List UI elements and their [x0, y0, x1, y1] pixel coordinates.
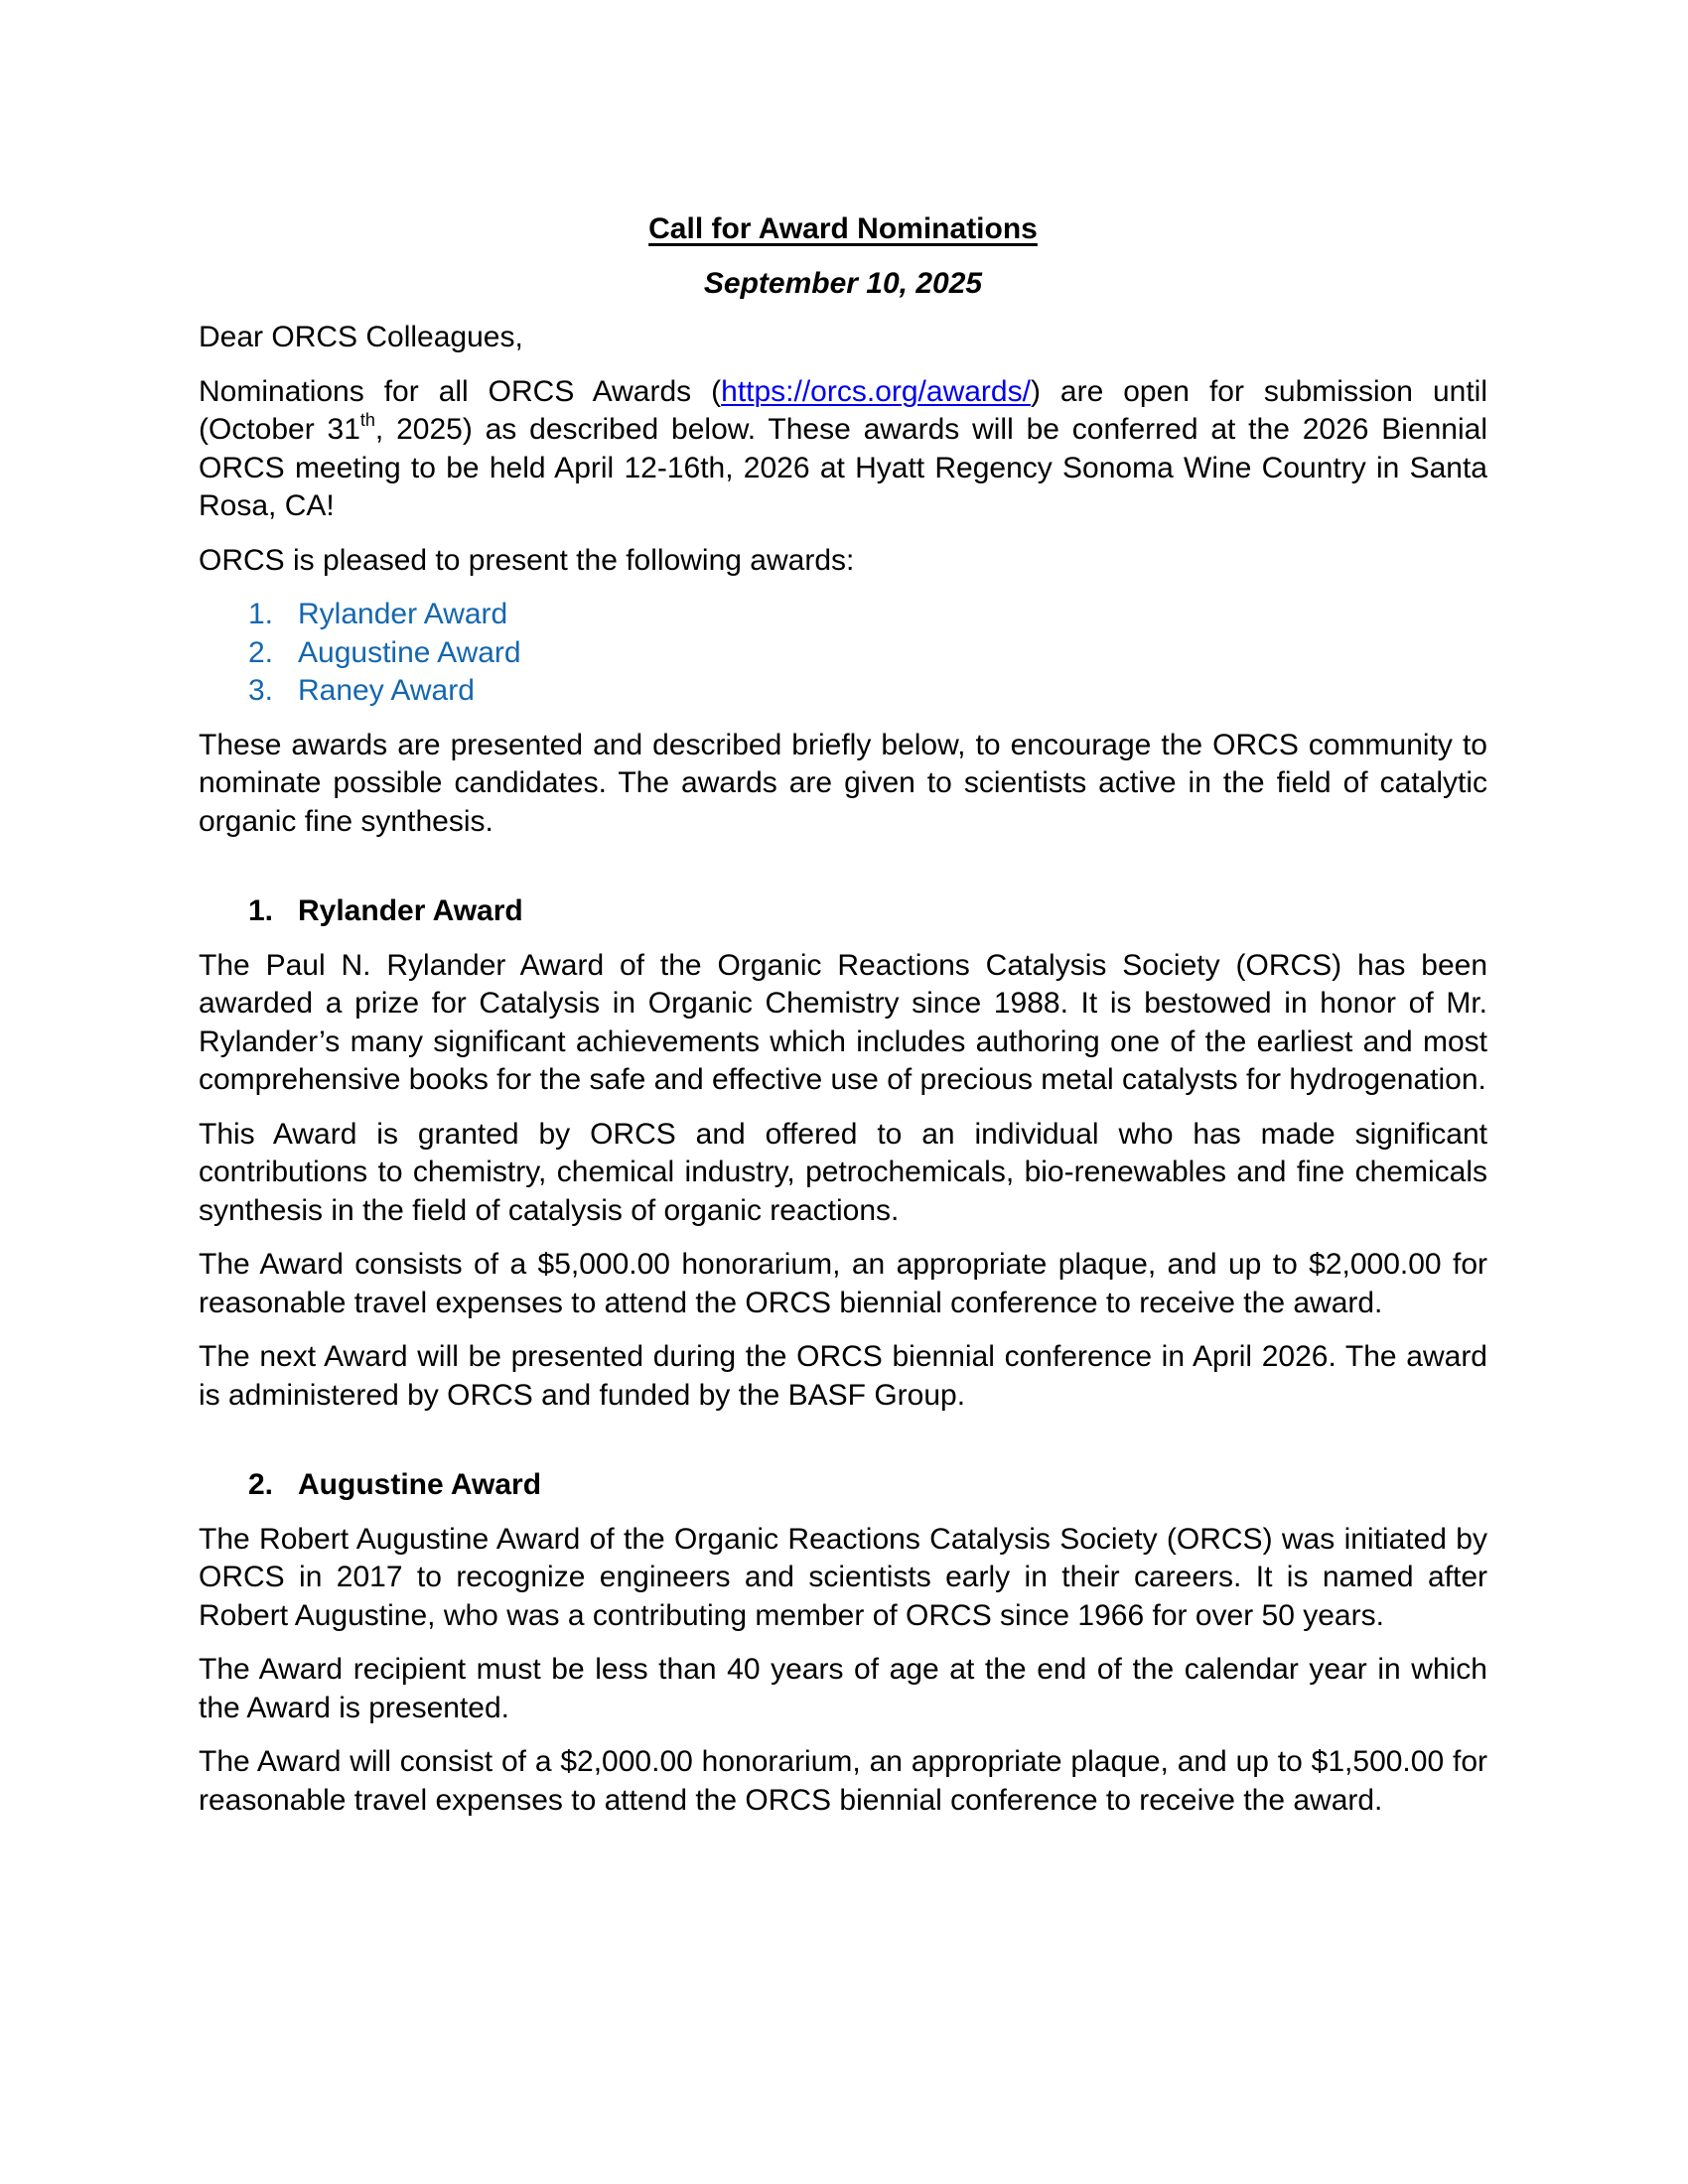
awards-list	[199, 596, 1487, 711]
section-heading-text: Rylander Award	[298, 894, 523, 927]
section-number: 2.	[248, 1468, 274, 1501]
section-paragraph: The Paul N. Rylander Award of the Organic Reactions Catalysis Society (ORCS) has been awarded a prize for Catalysis in Organic Chemistry since 1988. It is bestowed in honor of Mr. Rylander’s many significant achievements which includes authoring one of the earliest and most comprehensive books for the safe and effective use of precious metal catalysts for hydrogenation.	[199, 948, 1487, 1096]
section-paragraph: The Award will consist of a $2,000.00 honorarium, an appropriate plaque, and up to $1,500.00 for reasonable travel expenses to attend the ORCS biennial conference to receive the award.	[199, 1745, 1487, 1817]
awards-list-item[interactable]	[199, 634, 1487, 673]
list-label: Augustine Award	[298, 635, 521, 669]
page-title: Call for Award Nominations	[648, 212, 1038, 245]
list-number: 1.	[248, 598, 274, 630]
list-label: Rylander Award	[298, 598, 508, 630]
intro-text-before-link: Nominations for all ORCS Awards (	[199, 374, 722, 408]
section-heading	[199, 1466, 1487, 1505]
awards-lead: ORCS is pleased to present the following awards:	[199, 543, 855, 577]
section-number: 1.	[248, 894, 274, 927]
awards-list-item[interactable]	[199, 672, 1487, 711]
awards-link[interactable]: https://orcs.org/awards/	[721, 374, 1031, 408]
intro-paragraph	[199, 373, 1487, 526]
section-paragraph: The Robert Augustine Award of the Organic Reactions Catalysis Society (ORCS) was initiated by ORCS in 2017 to recognize engineers and scientists early in their careers. It is named after Robert Augustine, who was a contributing member of ORCS since 1966 for over 50 years.	[199, 1522, 1487, 1632]
section-paragraph: The Award consists of a $5,000.00 honorarium, an appropriate plaque, and up to $2,000.00 for reasonable travel expenses to attend the ORCS biennial conference to receive the award.	[199, 1248, 1487, 1319]
section-heading	[199, 892, 1487, 931]
section-augustine-award	[199, 1466, 1487, 1820]
ordinal-superscript: th	[359, 410, 375, 430]
list-label: Raney Award	[298, 674, 475, 707]
section-rylander-award	[199, 892, 1487, 1415]
section-paragraph: The next Award will be presented during the ORCS biennial conference in April 2026. The award is administered by ORCS and funded by the BASF Group.	[199, 1340, 1487, 1412]
awards-list-item[interactable]	[199, 596, 1487, 634]
section-paragraph: This Award is granted by ORCS and offered to an individual who has made significant contributions to chemistry, chemical industry, petrochemicals, bio-renewables and fine chemicals synthesis in the field of catalysis of organic reactions.	[199, 1117, 1487, 1227]
intro-text-rest: , 2025) as described below. These awards will be conferred at the 2026 Biennial ORCS meeting to be held April 12-16th, 2026 at Hyatt Regency Sonoma Wine Country in Santa Rosa, CA!	[199, 413, 1487, 522]
document-date: September 10, 2025	[703, 266, 983, 300]
section-heading-text: Augustine Award	[298, 1468, 542, 1501]
awards-summary: These awards are presented and described briefly below, to encourage the ORCS community to nominate possible candidates. The awards are given to scientists active in the field of catalytic organic fine synthesis.	[199, 728, 1487, 838]
salutation: Dear ORCS Colleagues,	[199, 321, 523, 353]
list-number: 3.	[248, 674, 274, 707]
document-page	[199, 210, 1487, 1820]
section-paragraph: The Award recipient must be less than 40 years of age at the end of the calendar year in which the Award is presented.	[199, 1653, 1487, 1724]
list-number: 2.	[248, 635, 274, 669]
intro-text-after-link: ) are open for submission until (October 31	[199, 374, 1487, 446]
